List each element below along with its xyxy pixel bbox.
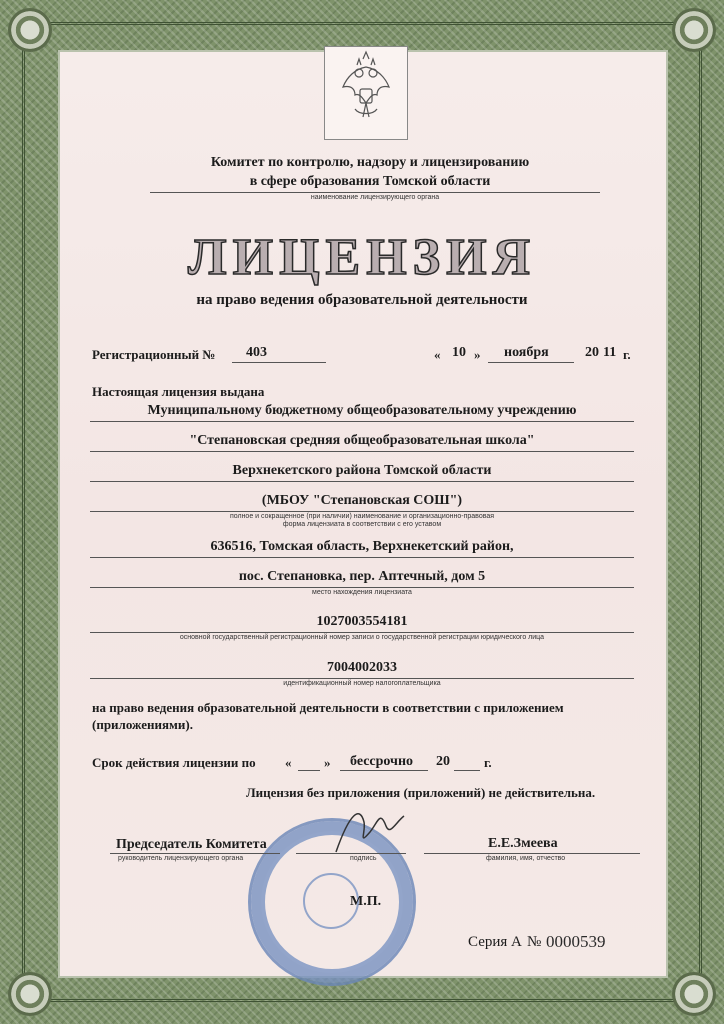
date-quote-open: « (434, 347, 441, 362)
series-number: 0000539 (546, 932, 606, 951)
notice-text: Лицензия без приложения (приложений) не действительна. (246, 785, 596, 800)
licensee-line-1: Муниципальному бюджетному общеобразовательному учреждению (147, 403, 577, 418)
licensee-line-3: Верхнекетского района Томской области (232, 463, 492, 478)
purpose-line-1: на право ведения образовательной деятельности в соответствии с приложением (92, 700, 564, 715)
ogrn-value: 1027003554181 (316, 614, 408, 629)
registration-number: 403 (246, 345, 267, 360)
validity-quote-open: « (285, 755, 292, 770)
address-line-2: пос. Степановка, пер. Аптечный, дом 5 (238, 569, 486, 584)
signatory-name: Е.Е.Змеева (488, 836, 558, 851)
corner-ornament-icon (672, 8, 716, 52)
address-caption: место нахождения лицензиата (312, 589, 412, 596)
series-label: Серия А (468, 934, 522, 950)
position-title: Председатель Комитета (116, 837, 267, 852)
licensee-caption-2: форма лицензиата в соответствии с его уставом (282, 521, 442, 528)
signature-caption: подпись (350, 855, 377, 862)
registration-day: 10 (452, 345, 466, 360)
validity-value: бессрочно (350, 754, 414, 769)
address-line-1: 636516, Томская область, Верхнекетский район, (210, 539, 514, 554)
registration-month: ноября (504, 345, 549, 360)
position-caption: руководитель лицензирующего органа (118, 855, 244, 862)
authority-caption: наименование лицензирующего органа (310, 194, 440, 201)
licensee-line-4: (МБОУ "Степановская СОШ") (261, 493, 463, 508)
series-number-sign: № (527, 934, 542, 950)
authority-line-1: Комитет по контролю, надзору и лицензированию (210, 155, 530, 170)
purpose-line-2: (приложениями). (92, 717, 193, 732)
issued-to-label: Настоящая лицензия выдана (92, 384, 265, 399)
registration-year-unit: г. (623, 347, 631, 362)
registration-year-suffix: 11 (603, 345, 617, 360)
ogrn-caption: основной государственный регистрационный номер записи о государственной регистрации юридического лица (179, 634, 545, 641)
registration-label: Регистрационный № (92, 347, 216, 362)
name-caption: фамилия, имя, отчество (486, 855, 566, 862)
corner-ornament-icon (8, 8, 52, 52)
seal-label: М.П. (350, 894, 382, 909)
validity-quote-close: » (324, 755, 331, 770)
corner-ornament-icon (8, 972, 52, 1016)
document-title: ЛИЦЕНЗИЯ (187, 229, 537, 286)
date-quote-close: » (474, 347, 481, 362)
authority-line-2: в сфере образования Томской области (249, 174, 491, 189)
validity-label: Срок действия лицензии по (92, 755, 256, 770)
inn-caption: идентификационный номер налогоплательщика (283, 680, 441, 687)
corner-ornament-icon (672, 972, 716, 1016)
coat-of-arms-icon (324, 46, 408, 140)
validity-year-prefix: 20 (436, 754, 450, 769)
licensee-line-2: "Степановская средняя общеобразовательная школа" (189, 433, 535, 448)
registration-year-prefix: 20 (585, 345, 599, 360)
document-subtitle: на право ведения образовательной деятельности (196, 292, 528, 308)
inn-value: 7004002033 (327, 660, 397, 675)
licensee-caption-1: полное и сокращенное (при наличии) наименование и организационно-правовая (229, 513, 495, 520)
handwritten-signature-icon (330, 802, 410, 862)
validity-year-unit: г. (484, 755, 492, 770)
